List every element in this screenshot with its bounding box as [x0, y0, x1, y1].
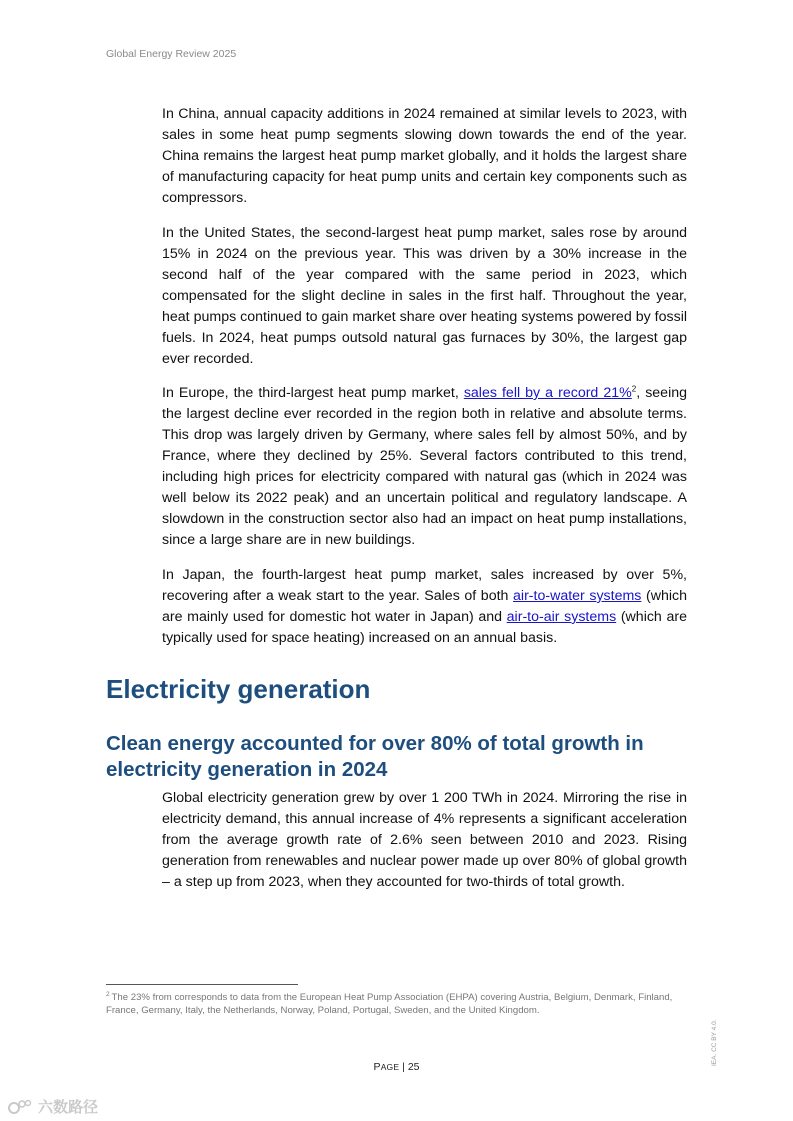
running-header: Global Energy Review 2025	[106, 48, 237, 60]
license-notice: IEA. CC BY 4.0.	[711, 1019, 718, 1066]
paragraph-electricity-generation	[162, 788, 687, 893]
watermark	[8, 1096, 98, 1117]
footnote	[106, 991, 696, 1017]
paragraph-united-states	[162, 223, 687, 370]
footnote-reference[interactable]: 2	[631, 384, 637, 394]
page-label-initial: P	[373, 1061, 381, 1073]
page-number	[0, 1061, 793, 1073]
paragraph-text: In Europe, the third-largest heat pump market,	[162, 385, 464, 401]
paragraph-europe	[162, 383, 687, 551]
brand-logo-icon	[8, 1099, 34, 1115]
paragraph-text: (which are typically used for space heating) increased on an annual basis.	[162, 609, 687, 646]
page-separator: |	[402, 1061, 405, 1073]
air-to-water-link[interactable]: air-to-water systems	[513, 588, 642, 604]
air-to-air-link[interactable]: air-to-air systems	[506, 609, 617, 625]
section-heading: Electricity generation	[106, 674, 371, 704]
footnote-divider	[106, 984, 298, 985]
paragraph-japan	[162, 565, 687, 649]
paragraph-china	[162, 104, 687, 209]
paragraph-text: In China, annual capacity additions in 2024 remained at similar levels to 2023, with sales in some heat pump segments slowing down towards the end of the year. China remains the largest heat pump market globally, and it holds the largest share of manufacturing capacity for heat pump units and certain key components such as compressors.	[162, 106, 687, 206]
watermark-text: 六数路径	[38, 1099, 99, 1116]
paragraph-text: In Japan, the fourth-largest heat pump market, sales increased by over 5%, recovering after a weak start to the year. Sales of both	[162, 567, 687, 604]
paragraph-text: Global electricity generation grew by over 1 200 TWh in 2024. Mirroring the rise in electricity demand, this annual increase of 4% represents a significant acceleration from the average growth rate of 2.6% seen between 2010 and 2023. Rising generation from renewables and nuclear power made up over 80% of global growth – a step up from 2023, when they accounted for two-thirds of total growth.	[162, 790, 687, 890]
page-number-value: 25	[407, 1061, 420, 1073]
paragraph-text: , seeing the largest decline ever recorded in the region both in relative and absolute terms. This drop was largely driven by Germany, where sales fell by almost 50%, and by France, where they declined by 25%. Several factors contributed to this trend, including high prices for electricity compared with natural gas (which in 2024 was well below its 2022 peak) and an uncertain political and regulatory landscape. A slowdown in the construction sector also had an impact on heat pump installations, since a large share are in new buildings.	[162, 385, 688, 548]
sales-fell-record-link[interactable]: sales fell by a record 21%	[463, 385, 632, 401]
page-label-rest: AGE	[380, 1062, 400, 1072]
paragraph-text: In the United States, the second-largest heat pump market, sales rose by around 15% in 2024 on the previous year. This was driven by a 30% increase in the second half of the year compared with the same period in 2023, which compensated for the slight decline in sales in the first half. Throughout the year, heat pumps continued to gain market share over heating systems powered by fossil fuels. In 2024, heat pumps outsold natural gas furnaces by 30%, the largest gap ever recorded.	[162, 225, 687, 367]
footnote-mark: 2	[106, 990, 110, 998]
subsection-heading: Clean energy accounted for over 80% of total growth in electricity generation in 2024	[106, 732, 644, 781]
footnote-text: The 23% from corresponds to data from the European Heat Pump Association (EHPA) covering Austria, Belgium, Denmark, Finland, France, Germany, Italy, the Netherlands, Norway, Poland, Portugal, Sweden, and the United Kingdom.	[106, 992, 673, 1016]
paragraph-text: (which are mainly used for domestic hot water in Japan) and	[162, 588, 687, 625]
